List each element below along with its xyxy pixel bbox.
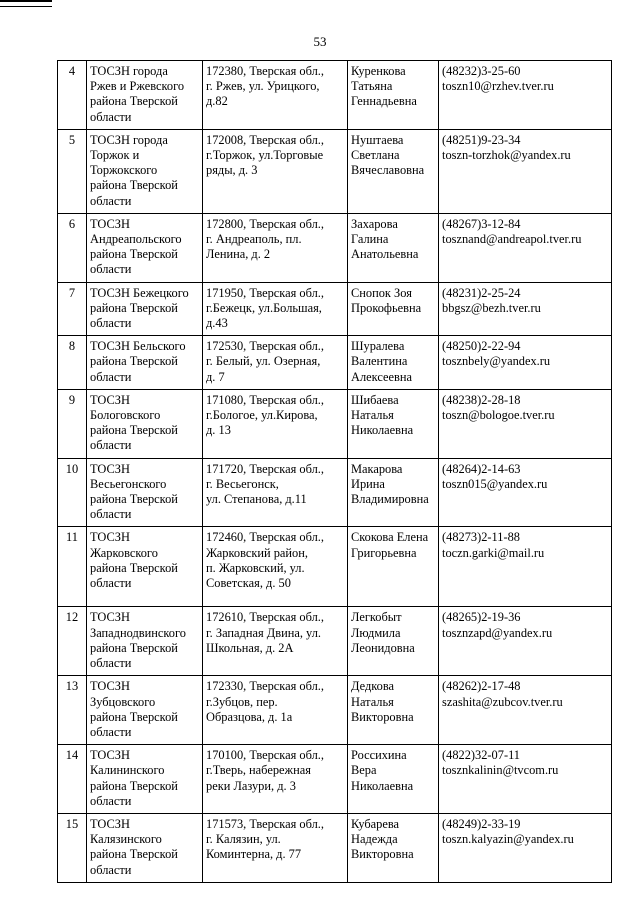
head-name-cell: [348, 129, 439, 213]
head-name-line: Россихина: [351, 748, 407, 763]
row-number-cell: 14: [58, 745, 87, 814]
postal-address-line: 171950, Тверская обл.,: [206, 285, 324, 300]
postal-address-line: г.Торжок, ул.Торговые: [206, 148, 324, 163]
contact-info-line: tosznbely@yandex.ru: [442, 354, 551, 369]
organization-name-cell: [87, 61, 203, 130]
postal-address-line: Коминтерна, д. 77: [206, 847, 302, 862]
head-name-line: Прокофьевна: [351, 300, 422, 315]
organization-name-cell: [87, 813, 203, 882]
organization-name-line: ТОСЗН: [90, 216, 130, 231]
contact-info-line: toszn-torzhok@yandex.ru: [442, 148, 571, 163]
organization-name-cell: [87, 607, 203, 676]
head-name-cell: [348, 676, 439, 745]
organization-name-cell: [87, 213, 203, 282]
head-name-line: Шуралева: [351, 339, 405, 354]
organization-name-line: ТОСЗН: [90, 610, 130, 625]
contact-info-cell: [439, 129, 612, 213]
organization-name-cell: [87, 389, 203, 458]
head-name-line: Леонидовна: [351, 640, 415, 655]
head-name-line: Григорьевна: [351, 545, 417, 560]
contact-info-cell: [439, 336, 612, 390]
head-name-cell: [348, 61, 439, 130]
organization-name-line: ТОСЗН Бежецкого: [90, 285, 189, 300]
contact-info-line: (48238)2-28-18: [442, 392, 521, 407]
postal-address-line: г. Калязин, ул.: [206, 832, 281, 847]
table-row: [58, 745, 612, 814]
contact-info-line: (48265)2-19-36: [442, 610, 521, 625]
organization-name-cell: [87, 336, 203, 390]
head-name-line: Владимировна: [351, 492, 429, 507]
contact-info-line: (4822)32-07-11: [442, 748, 520, 763]
contact-info-cell: [439, 745, 612, 814]
organization-name-line: области: [90, 576, 132, 591]
head-name-line: Наталья: [351, 694, 394, 709]
row-number-cell: 8: [58, 336, 87, 390]
postal-address-line: д. 13: [206, 423, 231, 438]
organization-name-line: ТОСЗН Бельского: [90, 339, 186, 354]
table-row: [58, 676, 612, 745]
postal-address-cell: [203, 745, 348, 814]
organization-name-line: района Тверской: [90, 560, 178, 575]
organization-name-line: Андреапольского: [90, 232, 182, 247]
postal-address-line: г. Андреаполь, пл.: [206, 232, 302, 247]
contact-info-cell: [439, 458, 612, 527]
organization-name-line: области: [90, 862, 132, 877]
postal-address-line: г. Западная Двина, ул.: [206, 625, 321, 640]
contact-info-line: bbgsz@bezh.tver.ru: [442, 300, 541, 315]
postal-address-cell: [203, 389, 348, 458]
row-number-cell: 11: [58, 527, 87, 607]
contact-info-line: toczn.garki@mail.ru: [442, 545, 545, 560]
head-name-line: Валентина: [351, 354, 408, 369]
postal-address-cell: [203, 607, 348, 676]
organization-name-line: Западнодвинского: [90, 625, 186, 640]
postal-address-line: г.Бологое, ул.Кирова,: [206, 408, 318, 423]
postal-address-line: г.Бежецк, ул.Большая,: [206, 300, 322, 315]
postal-address-line: реки Лазури, д. 3: [206, 778, 296, 793]
contact-info-cell: [439, 213, 612, 282]
organization-name-line: области: [90, 793, 132, 808]
postal-address-line: ул. Степанова, д.11: [206, 492, 307, 507]
head-name-line: Николаевна: [351, 778, 414, 793]
postal-address-line: Школьная, д. 2А: [206, 640, 294, 655]
organization-name-cell: [87, 676, 203, 745]
contact-info-line: tosznkalinin@tvcom.ru: [442, 763, 559, 778]
contact-info-line: (48231)2-25-24: [442, 285, 521, 300]
organization-name-line: района Тверской: [90, 778, 178, 793]
table-row: [58, 527, 612, 607]
table-row: [58, 607, 612, 676]
row-number-cell: 10: [58, 458, 87, 527]
row-number-cell: 7: [58, 282, 87, 336]
table-row: [58, 129, 612, 213]
head-name-line: Викторовна: [351, 847, 414, 862]
organization-name-line: ТОСЗН: [90, 461, 130, 476]
head-name-line: Геннадьевна: [351, 94, 417, 109]
organization-name-line: области: [90, 507, 132, 522]
row-number-cell: 13: [58, 676, 87, 745]
organization-name-line: района Тверской: [90, 178, 178, 193]
contact-info-cell: [439, 607, 612, 676]
postal-address-line: г.Тверь, набережная: [206, 763, 311, 778]
organization-name-cell: [87, 282, 203, 336]
postal-address-cell: [203, 336, 348, 390]
head-name-cell: [348, 213, 439, 282]
organization-name-cell: [87, 129, 203, 213]
postal-address-line: 172800, Тверская обл.,: [206, 216, 324, 231]
contact-info-line: (48251)9-23-34: [442, 132, 521, 147]
contact-info-line: (48232)3-25-60: [442, 64, 521, 78]
postal-address-line: г. Весьегонск,: [206, 476, 279, 491]
contact-info-cell: [439, 813, 612, 882]
organization-name-line: Жарковского: [90, 545, 158, 560]
page-number: 53: [313, 34, 327, 49]
contact-info-line: (48249)2-33-19: [442, 816, 521, 831]
postal-address-line: п. Жарковский, ул.: [206, 560, 305, 575]
row-number-cell: 12: [58, 607, 87, 676]
contact-info-line: (48262)2-17-48: [442, 679, 521, 694]
head-name-cell: [348, 336, 439, 390]
organization-name-line: ТОСЗН: [90, 392, 130, 407]
head-name-line: Скокова Елена: [351, 530, 429, 545]
contact-info-line: toszn015@yandex.ru: [442, 476, 548, 491]
organization-name-line: области: [90, 316, 132, 331]
head-name-line: Макарова: [351, 461, 403, 476]
organization-name-line: Ржев и Ржевского: [90, 79, 185, 94]
corner-rule: [0, 0, 52, 9]
row-number-cell: 9: [58, 389, 87, 458]
row-number-cell: 15: [58, 813, 87, 882]
contact-info-line: toszn.kalyazin@yandex.ru: [442, 832, 574, 847]
postal-address-cell: [203, 813, 348, 882]
head-name-line: Вячеславовна: [351, 163, 425, 178]
table-row: [58, 282, 612, 336]
contact-info-cell: [439, 282, 612, 336]
contact-info-line: (48264)2-14-63: [442, 461, 521, 476]
organization-name-line: области: [90, 109, 132, 124]
table-row: [58, 213, 612, 282]
organization-name-line: Торжок и: [90, 148, 140, 163]
head-name-cell: [348, 389, 439, 458]
organization-name-line: Весьегонского: [90, 476, 167, 491]
contact-info-cell: [439, 61, 612, 130]
postal-address-line: 172008, Тверская обл.,: [206, 132, 324, 147]
postal-address-line: д. 7: [206, 369, 225, 384]
postal-address-line: 171720, Тверская обл.,: [206, 461, 324, 476]
contact-info-line: toszn@bologoe.tver.ru: [442, 408, 555, 423]
head-name-line: Захарова: [351, 216, 398, 231]
postal-address-line: 172380, Тверская обл.,: [206, 64, 324, 78]
organization-name-line: ТОСЗН города: [90, 64, 168, 78]
row-number-cell: 6: [58, 213, 87, 282]
organization-name-cell: [87, 527, 203, 607]
organization-name-line: Бологовского: [90, 408, 161, 423]
postal-address-line: д.43: [206, 316, 228, 331]
head-name-line: Викторовна: [351, 709, 414, 724]
contact-info-line: (48267)3-12-84: [442, 216, 521, 231]
postal-address-cell: [203, 282, 348, 336]
postal-address-cell: [203, 129, 348, 213]
postal-address-line: Жарковский район,: [206, 545, 308, 560]
head-name-cell: [348, 458, 439, 527]
postal-address-line: Советская, д. 50: [206, 576, 291, 591]
head-name-line: Куренкова: [351, 64, 406, 78]
head-name-line: Дедкова: [351, 679, 395, 694]
table-row: [58, 336, 612, 390]
postal-address-line: г. Белый, ул. Озерная,: [206, 354, 321, 369]
table-body: [58, 61, 612, 883]
organization-name-line: района Тверской: [90, 423, 178, 438]
organization-name-line: области: [90, 438, 132, 453]
postal-address-line: Ленина, д. 2: [206, 247, 271, 262]
postal-address-line: г. Ржев, ул. Урицкого,: [206, 79, 320, 94]
head-name-cell: [348, 813, 439, 882]
organization-name-line: Торжокского: [90, 163, 158, 178]
organization-name-line: района Тверской: [90, 354, 178, 369]
table-row: [58, 813, 612, 882]
table-row: [58, 389, 612, 458]
postal-address-line: 172610, Тверская обл.,: [206, 610, 324, 625]
contact-info-line: (48250)2-22-94: [442, 339, 521, 354]
head-name-line: Легкобыт: [351, 610, 402, 625]
head-name-line: Николаевна: [351, 423, 414, 438]
postal-address-cell: [203, 458, 348, 527]
organization-name-line: района Тверской: [90, 492, 178, 507]
organization-name-line: области: [90, 656, 132, 671]
organization-name-line: Зубцовского: [90, 694, 156, 709]
organization-name-line: Калязинского: [90, 832, 162, 847]
organization-name-line: района Тверской: [90, 640, 178, 655]
head-name-line: Анатольевна: [351, 247, 419, 262]
postal-address-line: 172530, Тверская обл.,: [206, 339, 324, 354]
postal-address-line: 171080, Тверская обл.,: [206, 392, 324, 407]
postal-address-line: 172460, Тверская обл.,: [206, 530, 324, 545]
postal-address-line: ряды, д. 3: [206, 163, 258, 178]
head-name-line: Людмила: [351, 625, 401, 640]
organization-name-line: ТОСЗН города: [90, 132, 168, 147]
postal-address-line: 170100, Тверская обл.,: [206, 748, 324, 763]
organization-name-cell: [87, 458, 203, 527]
head-name-line: Алексеевна: [351, 369, 412, 384]
contact-info-line: tosznzapd@yandex.ru: [442, 625, 553, 640]
organization-name-line: района Тверской: [90, 94, 178, 109]
row-number-cell: 5: [58, 129, 87, 213]
contact-info-line: tosznand@andreapol.tver.ru: [442, 232, 582, 247]
postal-address-line: г.Зубцов, пер.: [206, 694, 278, 709]
head-name-cell: [348, 607, 439, 676]
head-name-cell: [348, 745, 439, 814]
postal-address-cell: [203, 61, 348, 130]
organization-name-line: области: [90, 369, 132, 384]
head-name-line: Снопок Зоя: [351, 285, 412, 300]
organization-name-line: ТОСЗН: [90, 748, 130, 763]
contact-info-cell: [439, 389, 612, 458]
postal-address-cell: [203, 676, 348, 745]
organization-name-line: ТОСЗН: [90, 530, 130, 545]
head-name-line: Наталья: [351, 408, 394, 423]
head-name-line: Светлана: [351, 148, 400, 163]
head-name-cell: [348, 527, 439, 607]
head-name-line: Кубарева: [351, 816, 400, 831]
contact-info-line: toszn10@rzhev.tver.ru: [442, 79, 554, 94]
head-name-cell: [348, 282, 439, 336]
postal-address-line: 171573, Тверская обл.,: [206, 816, 324, 831]
organization-name-line: района Тверской: [90, 300, 178, 315]
organization-name-line: Калининского: [90, 763, 165, 778]
head-name-line: Шибаева: [351, 392, 399, 407]
row-number-cell: 4: [58, 61, 87, 130]
organization-name-line: района Тверской: [90, 247, 178, 262]
social-protection-offices-table: [57, 60, 612, 883]
contact-info-cell: [439, 527, 612, 607]
organization-name-line: района Тверской: [90, 847, 178, 862]
organization-name-line: области: [90, 262, 132, 277]
contact-info-line: (48273)2-11-88: [442, 530, 520, 545]
head-name-line: Вера: [351, 763, 377, 778]
table-row: [58, 61, 612, 130]
postal-address-line: 172330, Тверская обл.,: [206, 679, 324, 694]
postal-address-line: Образцова, д. 1а: [206, 709, 293, 724]
organization-name-line: ТОСЗН: [90, 816, 130, 831]
postal-address-cell: [203, 527, 348, 607]
organization-name-line: области: [90, 193, 132, 208]
head-name-line: Татьяна: [351, 79, 393, 94]
contact-info-line: szashita@zubcov.tver.ru: [442, 694, 563, 709]
head-name-line: Нуштаева: [351, 132, 404, 147]
organization-name-line: ТОСЗН: [90, 679, 130, 694]
contact-info-cell: [439, 676, 612, 745]
organization-name-line: области: [90, 724, 132, 739]
head-name-line: Ирина: [351, 476, 385, 491]
postal-address-line: д.82: [206, 94, 228, 109]
postal-address-cell: [203, 213, 348, 282]
head-name-line: Галина: [351, 232, 389, 247]
head-name-line: Надежда: [351, 832, 398, 847]
organization-name-line: района Тверской: [90, 709, 178, 724]
organization-name-cell: [87, 745, 203, 814]
table-row: [58, 458, 612, 527]
